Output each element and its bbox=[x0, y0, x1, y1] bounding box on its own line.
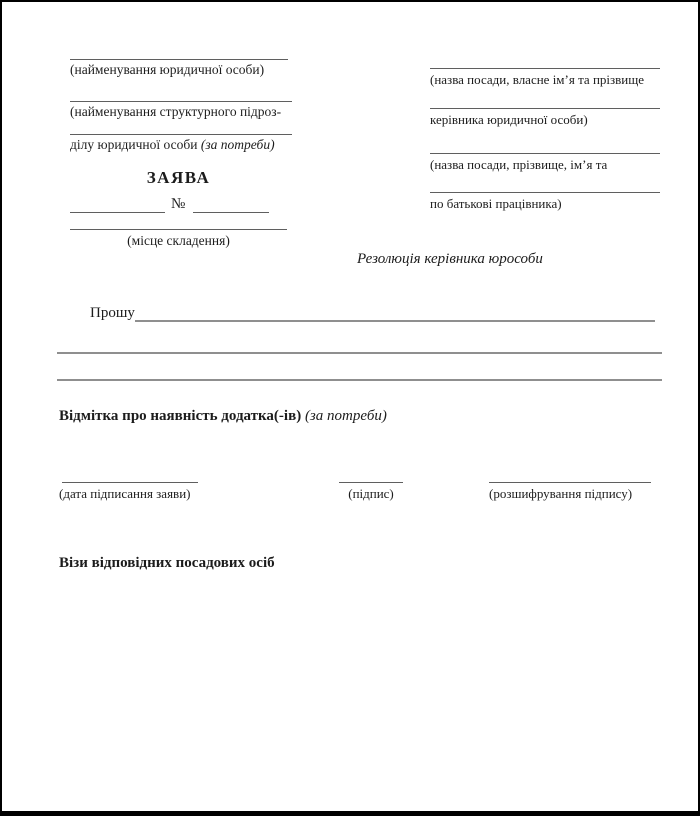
signing-date-fill-line[interactable] bbox=[62, 482, 198, 483]
org-unit-caption-2-text: ділу юридичної особи bbox=[70, 137, 201, 152]
visas-heading: Візи відповідних посадових осіб bbox=[59, 555, 275, 571]
request-fill-line-3[interactable] bbox=[57, 379, 662, 381]
org-unit-caption-2-note: (за потреби) bbox=[200, 137, 275, 152]
date-fill-line[interactable] bbox=[70, 212, 165, 213]
request-label: Прошу bbox=[90, 305, 135, 321]
place-fill-line[interactable] bbox=[70, 229, 287, 230]
applicant-caption-1: (назва посади, прізвище, ім’я та bbox=[430, 157, 608, 172]
org-name-caption: (найменування юридичної особи) bbox=[70, 62, 265, 77]
number-sign: № bbox=[171, 196, 186, 212]
org-unit-fill-line-2[interactable] bbox=[70, 134, 292, 135]
org-unit-caption-2 bbox=[70, 137, 275, 153]
addressee-caption-1: (назва посади, власне ім’я та прізвище bbox=[430, 72, 645, 87]
applicant-fill-line-1[interactable] bbox=[430, 153, 660, 154]
request-fill-line-1[interactable] bbox=[135, 320, 655, 322]
signature-name-caption: (розшифрування підпису) bbox=[489, 486, 633, 501]
attachment-note bbox=[59, 407, 387, 425]
request-fill-line-2[interactable] bbox=[57, 352, 662, 354]
addressee-fill-line-2[interactable] bbox=[430, 108, 660, 109]
addressee-caption-2: керівника юридичної особи) bbox=[430, 112, 588, 127]
attachment-note-optional: (за потреби) bbox=[304, 408, 387, 424]
applicant-fill-line-2[interactable] bbox=[430, 192, 660, 193]
applicant-caption-2: по батькові працівника) bbox=[430, 196, 562, 211]
signature-fill-line[interactable] bbox=[339, 482, 403, 483]
document-title: ЗАЯВА bbox=[146, 168, 211, 187]
resolution-note: Резолюція керівника юрособи bbox=[357, 251, 543, 267]
addressee-fill-line-1[interactable] bbox=[430, 68, 660, 69]
place-caption: (місце складення) bbox=[127, 233, 230, 248]
signing-date-caption: (дата підписання заяви) bbox=[59, 486, 191, 501]
org-unit-caption-1: (найменування структурного підроз- bbox=[70, 104, 282, 119]
attachment-note-text: Відмітка про наявність додатка(-ів) bbox=[59, 408, 305, 424]
signature-name-fill-line[interactable] bbox=[489, 482, 651, 483]
signature-caption: (підпис) bbox=[348, 486, 394, 501]
number-fill-line[interactable] bbox=[193, 212, 269, 213]
org-name-fill-line[interactable] bbox=[70, 59, 288, 60]
org-unit-fill-line-1[interactable] bbox=[70, 101, 292, 102]
